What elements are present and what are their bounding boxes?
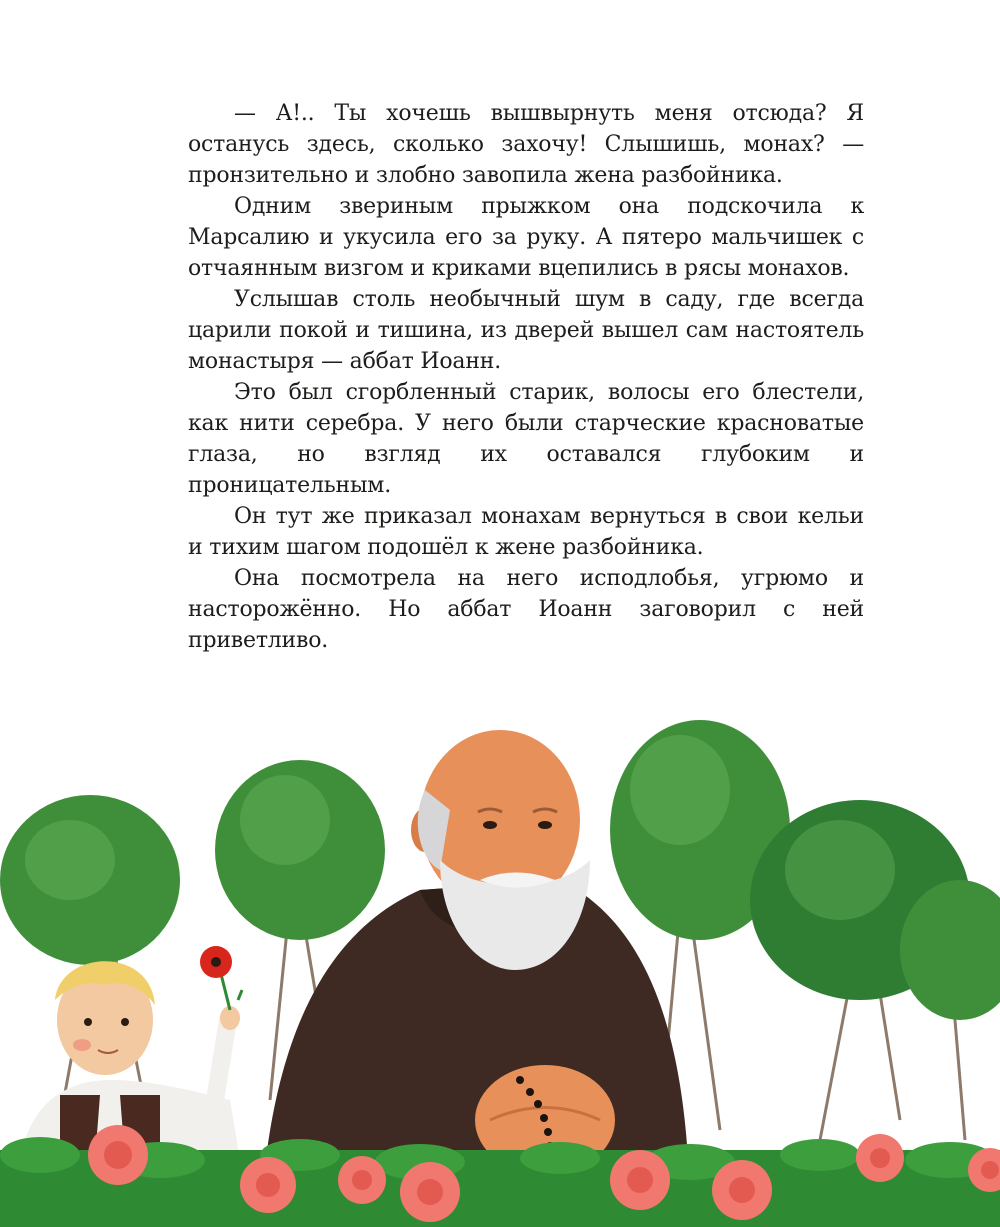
abbot-eye-left bbox=[483, 821, 497, 829]
paragraph-6: Она посмотрела на него исподлобья, угрюмо и насторожённо. Но аббат Иоанн заговорил с ней приветливо. bbox=[188, 566, 864, 653]
paragraph-4: Это был сгорбленный старик, волосы его блестели, как нити серебра. У него были старческие красноватые глаза, но взгляд их оставался глубоким и проницательным. bbox=[188, 380, 864, 498]
paragraph-5: Он тут же приказал монахам вернуться в свои кельи и тихим шагом подошёл к жене разбойника. bbox=[188, 504, 864, 560]
garden-illustration bbox=[0, 700, 1000, 1227]
abbot-eye-right bbox=[538, 821, 552, 829]
paragraph-1: — А!.. Ты хочешь вышвырнуть меня отсюда? Я останусь здесь, сколько захочу! Слышишь, монах? — пронзительно и злобно завопила жена разбойника. bbox=[188, 101, 864, 188]
paragraph-3: Услышав столь необычный шум в саду, где всегда царили покой и тишина, из дверей вышел сам настоятель монастыря — аббат Иоанн. bbox=[188, 287, 864, 374]
boy-figure bbox=[20, 946, 242, 1160]
paragraph-2: Одним звериным прыжком она подскочила к Марсалию и укусила его за руку. А пятеро мальчишек с отчаянным визгом и криками вцепились в рясы монахов. bbox=[188, 194, 864, 281]
story-text bbox=[188, 98, 864, 656]
illustration-svg bbox=[0, 700, 1000, 1227]
